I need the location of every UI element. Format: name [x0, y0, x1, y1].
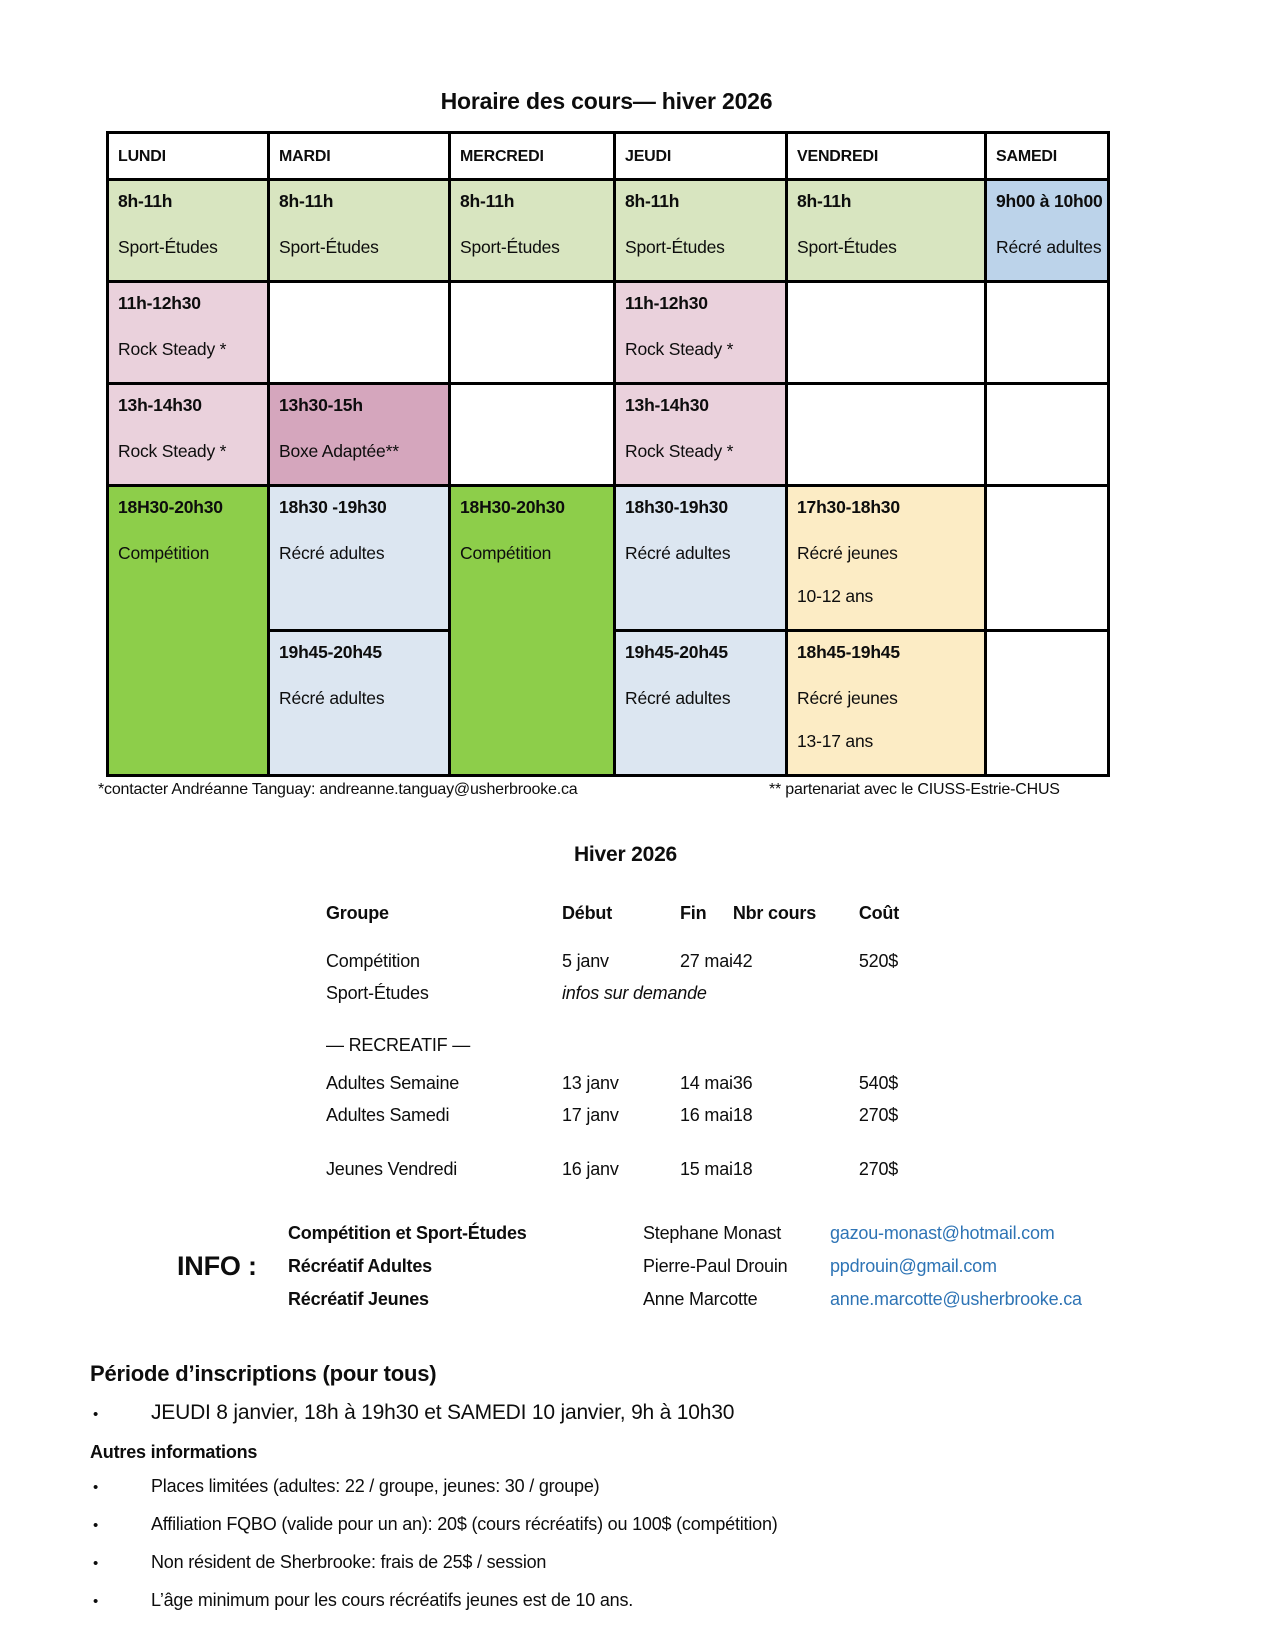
schedule-table	[106, 131, 1110, 777]
registration-dates-text: JEUDI 8 janvier, 18h à 19h30 et SAMEDI 10 janvier, 9h à 10h30	[151, 1401, 735, 1424]
bullet-icon: •	[93, 1406, 99, 1423]
info-contact-name: Anne Marcotte	[643, 1289, 758, 1309]
info-row-recreatif-adultes	[288, 1250, 1082, 1283]
cell-jeudi-sport-etudes: 8h-11h Sport-Études	[615, 180, 787, 282]
pricing-group: Adultes Semaine	[326, 1072, 460, 1093]
info-rows	[288, 1217, 1082, 1316]
cell-vendredi-recre-jeunes-1: 17h30-18h30 Récré jeunes 10-12 ans	[787, 486, 986, 631]
cell-vendredi-empty-1	[787, 282, 986, 384]
bullet-icon: •	[93, 1593, 99, 1610]
cell-mercredi-empty-1	[450, 282, 615, 384]
bullet-icon: •	[93, 1555, 99, 1572]
bullet-text: Non résident de Sherbrooke: frais de 25$ / session	[151, 1552, 547, 1572]
bullet-icon: •	[93, 1517, 99, 1534]
cell-mardi-empty-1	[269, 282, 450, 384]
pricing-end: 27 mai	[680, 950, 733, 971]
info-bullet-age-minimum	[90, 1588, 1275, 1614]
day-header-samedi: SAMEDI	[986, 133, 1109, 180]
info-category: Récréatif Adultes	[288, 1256, 432, 1276]
cell-jeudi-recre-adultes-2: 19h45-20h45 Récré adultes	[615, 631, 787, 776]
footnote-partnership: ** partenariat avec le CIUSS-Estrie-CHUS	[769, 781, 1060, 798]
registration-heading: Période d’inscriptions (pour tous)	[90, 1361, 437, 1386]
cell-jeudi-rock-steady-2: 13h-14h30 Rock Steady *	[615, 384, 787, 486]
cell-mercredi-sport-etudes: 8h-11h Sport-Études	[450, 180, 615, 282]
pricing-cost: 270$	[858, 1104, 899, 1125]
cell-jeudi-recre-adultes-1: 18h30-19h30 Récré adultes	[615, 486, 787, 631]
pricing-header-row	[326, 897, 985, 929]
day-header-mercredi: MERCREDI	[450, 133, 615, 180]
schedule-row-evening-1	[108, 486, 1109, 631]
pricing-count: 36	[732, 1072, 753, 1093]
pricing-row-jeunes-vendredi	[326, 1153, 985, 1185]
pricing-start: 16 janv	[562, 1158, 619, 1179]
pricing-end: 16 mai	[680, 1104, 733, 1125]
day-header-jeudi: JEUDI	[615, 133, 787, 180]
cell-samedi-empty-3	[986, 486, 1109, 631]
info-email-link[interactable]: ppdrouin@gmail.com	[830, 1256, 997, 1276]
pricing-start: 5 janv	[562, 950, 609, 971]
info-label: INFO :	[177, 1251, 257, 1281]
bullet-text: Affiliation FQBO (valide pour un an): 20$ (cours récréatifs) ou 100$ (compétition)	[151, 1514, 778, 1534]
cell-samedi-empty-1	[986, 282, 1109, 384]
pricing-header-debut: Début	[562, 902, 612, 923]
bullet-text: Places limitées (adultes: 22 / groupe, jeunes: 30 / groupe)	[151, 1476, 600, 1496]
pricing-group: Compétition	[326, 950, 420, 971]
registration-dates-bullet	[90, 1402, 1275, 1426]
cell-mercredi-empty-2	[450, 384, 615, 486]
day-header-vendredi: VENDREDI	[787, 133, 986, 180]
pricing-header-fin: Fin	[680, 902, 707, 923]
pricing-header-nbr-cours: Nbr cours	[732, 902, 817, 923]
pricing-note: infos sur demande	[562, 982, 707, 1003]
pricing-row-adultes-samedi	[326, 1099, 985, 1131]
info-bullet-affiliation	[90, 1512, 1275, 1538]
cell-samedi-empty-4	[986, 631, 1109, 776]
pricing-end: 15 mai	[680, 1158, 733, 1179]
pricing-row-competition	[326, 945, 985, 977]
pricing-count: 18	[732, 1158, 753, 1179]
pricing-section-label: — RECREATIF —	[326, 1034, 471, 1055]
cell-lundi-sport-etudes: 8h-11h Sport-Études	[108, 180, 269, 282]
info-category: Récréatif Jeunes	[288, 1289, 429, 1309]
info-email-link[interactable]: gazou-monast@hotmail.com	[830, 1223, 1055, 1243]
footnote-contact: *contacter Andréanne Tanguay: andreanne.tanguay@usherbrooke.ca	[98, 781, 578, 798]
cell-lundi-competition: 18H30-20h30 Compétition	[108, 486, 269, 776]
info-section	[177, 1217, 1275, 1316]
schedule-row-afternoon	[108, 384, 1109, 486]
cell-samedi-recre-adultes: 9h00 à 10h00 Récré adultes	[986, 180, 1109, 282]
pricing-count: 18	[732, 1104, 753, 1125]
cell-mardi-recre-adultes-2: 19h45-20h45 Récré adultes	[269, 631, 450, 776]
info-contact-name: Pierre-Paul Drouin	[643, 1256, 788, 1276]
bullet-text: L’âge minimum pour les cours récréatifs jeunes est de 10 ans.	[151, 1590, 634, 1610]
pricing-cost: 540$	[858, 1072, 899, 1093]
pricing-cost: 520$	[858, 950, 899, 971]
info-bullet-places	[90, 1474, 1275, 1500]
schedule-row-late-morning	[108, 282, 1109, 384]
cell-lundi-rock-steady-1: 11h-12h30 Rock Steady *	[108, 282, 269, 384]
pricing-cost: 270$	[858, 1158, 899, 1179]
day-header-lundi: LUNDI	[108, 133, 269, 180]
pricing-group: Jeunes Vendredi	[326, 1158, 458, 1179]
pricing-group: Sport-Études	[326, 982, 429, 1003]
info-category: Compétition et Sport-Études	[288, 1223, 527, 1243]
info-contact-name: Stephane Monast	[643, 1223, 782, 1243]
other-info-heading: Autres informations	[90, 1442, 258, 1462]
cell-mardi-recre-adultes-1: 18h30 -19h30 Récré adultes	[269, 486, 450, 631]
pricing-group: Adultes Samedi	[326, 1104, 450, 1125]
pricing-header-cout: Coût	[858, 902, 900, 923]
day-header-mardi: MARDI	[269, 133, 450, 180]
season-title: Hiver 2026	[573, 843, 678, 866]
pricing-section-recreatif	[326, 1029, 985, 1061]
cell-vendredi-empty-2	[787, 384, 986, 486]
info-email-link[interactable]: anne.marcotte@usherbrooke.ca	[830, 1289, 1082, 1309]
pricing-start: 13 janv	[562, 1072, 619, 1093]
info-bullet-non-resident	[90, 1550, 1275, 1576]
pricing-count: 42	[732, 950, 753, 971]
schedule-row-morning	[108, 180, 1109, 282]
cell-lundi-rock-steady-2: 13h-14h30 Rock Steady *	[108, 384, 269, 486]
cell-vendredi-recre-jeunes-2: 18h45-19h45 Récré jeunes 13-17 ans	[787, 631, 986, 776]
pricing-row-adultes-semaine	[326, 1067, 985, 1099]
schedule-header-row	[108, 133, 1109, 180]
info-row-recreatif-jeunes	[288, 1283, 1082, 1316]
pricing-row-sport-etudes	[326, 977, 985, 1009]
pricing-end: 14 mai	[680, 1072, 733, 1093]
cell-vendredi-sport-etudes: 8h-11h Sport-Études	[787, 180, 986, 282]
cell-mercredi-competition: 18H30-20h30 Compétition	[450, 486, 615, 776]
cell-mardi-boxe-adaptee: 13h30-15h Boxe Adaptée**	[269, 384, 450, 486]
footnotes	[0, 781, 1275, 803]
cell-jeudi-rock-steady-1: 11h-12h30 Rock Steady *	[615, 282, 787, 384]
cell-samedi-empty-2	[986, 384, 1109, 486]
pricing-table	[326, 897, 985, 1185]
cell-mardi-sport-etudes: 8h-11h Sport-Études	[269, 180, 450, 282]
bullet-icon: •	[93, 1479, 99, 1496]
page-title: Horaire des cours— hiver 2026	[440, 88, 773, 114]
info-row-competition	[288, 1217, 1082, 1250]
pricing-header-groupe: Groupe	[326, 902, 389, 923]
pricing-start: 17 janv	[562, 1104, 619, 1125]
